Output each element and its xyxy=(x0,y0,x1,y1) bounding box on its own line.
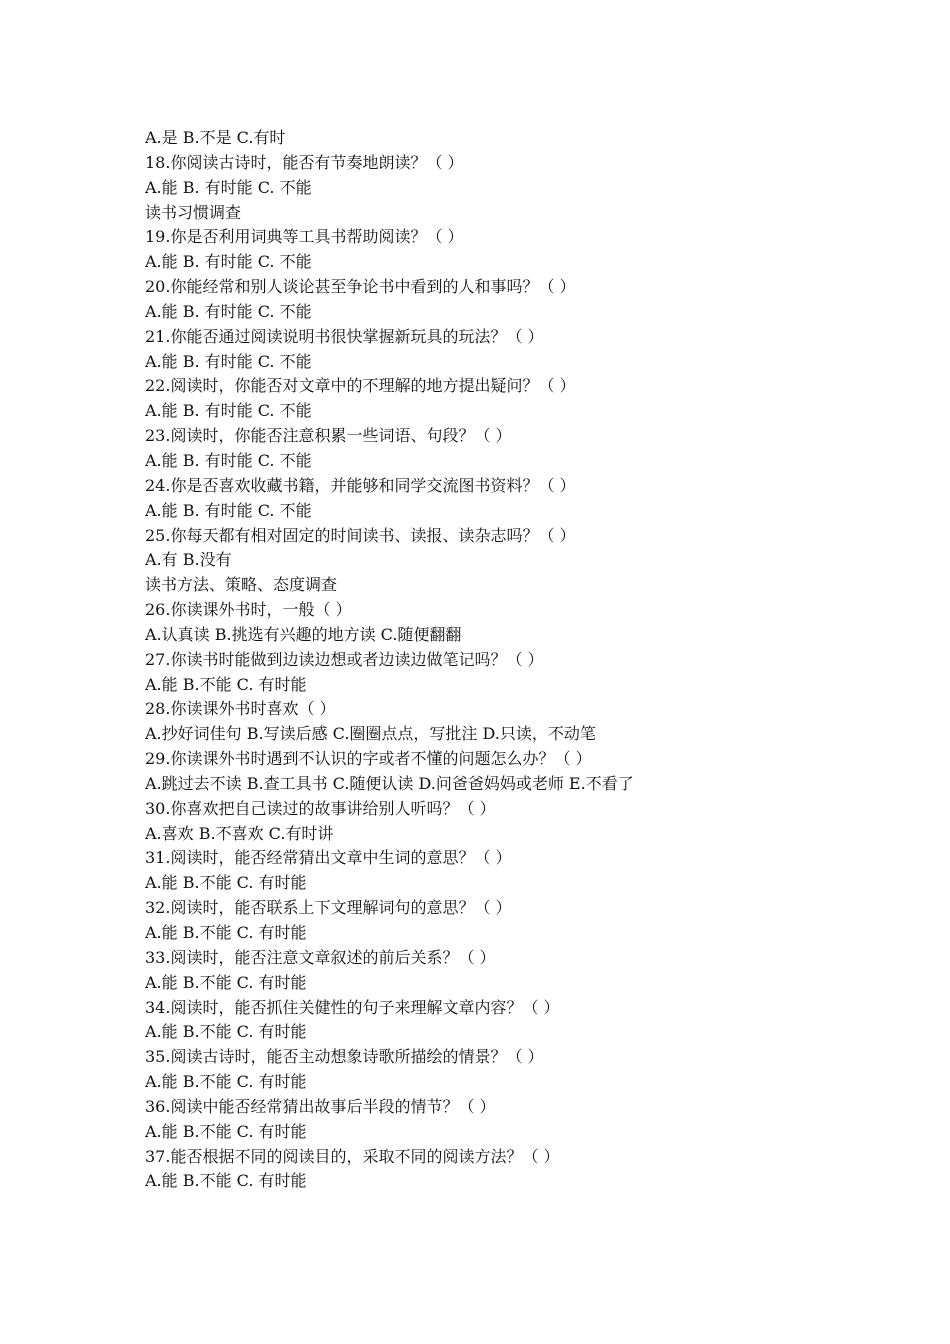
answer-options: A.能 B.不能 C. 有时能 xyxy=(145,1072,307,1092)
answer-options: A.能 B. 有时能 C. 不能 xyxy=(145,301,312,321)
survey-body xyxy=(145,126,905,1194)
question-22: 22.阅读时，你能否对文章中的不理解的地方提出疑问？（ ） xyxy=(145,376,576,396)
question-28: 28.你读课外书时喜欢（ ） xyxy=(145,699,336,719)
question-35: 35.阅读古诗时，能否主动想象诗歌所描绘的情景？（ ） xyxy=(145,1047,544,1067)
answer-options: A.能 B. 有时能 C. 不能 xyxy=(145,351,312,371)
answer-options: A.能 B.不能 C. 有时能 xyxy=(145,873,307,893)
question-36: 36.阅读中能否经常猜出故事后半段的情节？（ ） xyxy=(145,1096,496,1116)
answer-options: A.是 B.不是 C.有时 xyxy=(145,128,286,147)
answer-options: A.能 B. 有时能 C. 不能 xyxy=(145,177,312,197)
answer-options: A.能 B.不能 C. 有时能 xyxy=(145,1171,307,1191)
answer-options: A.能 B.不能 C. 有时能 xyxy=(145,1022,307,1042)
answer-options: A.跳过去不读 B.查工具书 C.随便认读 D.问爸爸妈妈或老师 E.不看了 xyxy=(145,773,634,793)
question-21: 21.你能否通过阅读说明书很快掌握新玩具的玩法？（ ） xyxy=(145,326,544,346)
question-20: 20.你能经常和别人谈论甚至争论书中看到的人和事吗？（ ） xyxy=(145,277,576,297)
question-31: 31.阅读时，能否经常猜出文章中生词的意思？（ ） xyxy=(145,848,512,868)
answer-options: A.有 B.没有 xyxy=(145,550,232,570)
question-24: 24.你是否喜欢收藏书籍，并能够和同学交流图书资料？（ ） xyxy=(145,475,576,495)
answer-options: A.能 B.不能 C. 有时能 xyxy=(145,923,307,942)
answer-options: A.喜欢 B.不喜欢 C.有时讲 xyxy=(145,823,334,843)
question-25: 25.你每天都有相对固定的时间读书、读报、读杂志吗？（ ） xyxy=(145,525,576,545)
question-34: 34.阅读时，能否抓住关健性的句子来理解文章内容？（ ） xyxy=(145,997,560,1017)
section-heading-reading-habits: 读书习惯调查 xyxy=(145,202,242,222)
section-heading-reading-methods: 读书方法、策略、态度调查 xyxy=(145,575,338,595)
answer-options: A.认真读 B.挑选有兴趣的地方读 C.随便翻翻 xyxy=(145,624,462,644)
answer-options: A.能 B. 有时能 C. 不能 xyxy=(145,401,312,421)
answer-options: A.能 B.不能 C. 有时能 xyxy=(145,674,307,694)
question-18: 18.你阅读古诗时，能否有节奏地朗读？（ ） xyxy=(145,152,464,172)
question-37: 37.能否根据不同的阅读目的，采取不同的阅读方法？（ ） xyxy=(145,1146,560,1166)
answer-options: A.抄好词佳句 B.写读后感 C.圈圈点点，写批注 D.只读，不动笔 xyxy=(145,724,596,744)
question-27: 27.你读书时能做到边读边想或者边读边做笔记吗？（ ） xyxy=(145,649,544,669)
answer-options: A.能 B.不能 C. 有时能 xyxy=(145,1121,307,1141)
answer-options: A.能 B. 有时能 C. 不能 xyxy=(145,252,312,272)
answer-options: A.能 B. 有时能 C. 不能 xyxy=(145,450,312,470)
answer-options: A.能 B. 有时能 C. 不能 xyxy=(145,500,312,520)
question-32: 32.阅读时，能否联系上下文理解词句的意思？（ ） xyxy=(145,898,512,918)
question-26: 26.你读课外书时，一般（ ） xyxy=(145,600,352,620)
question-19: 19.你是否利用词典等工具书帮助阅读？（ ） xyxy=(145,227,464,247)
question-23: 23.阅读时，你能否注意积累一些词语、句段？（ ） xyxy=(145,426,512,446)
question-33: 33.阅读时，能否注意文章叙述的前后关系？（ ） xyxy=(145,947,496,967)
question-30: 30.你喜欢把自己读过的故事讲给别人听吗？（ ） xyxy=(145,798,496,818)
question-29: 29.你读课外书时遇到不认识的字或者不懂的问题怎么办？（ ） xyxy=(145,749,592,769)
answer-options: A.能 B.不能 C. 有时能 xyxy=(145,972,307,992)
